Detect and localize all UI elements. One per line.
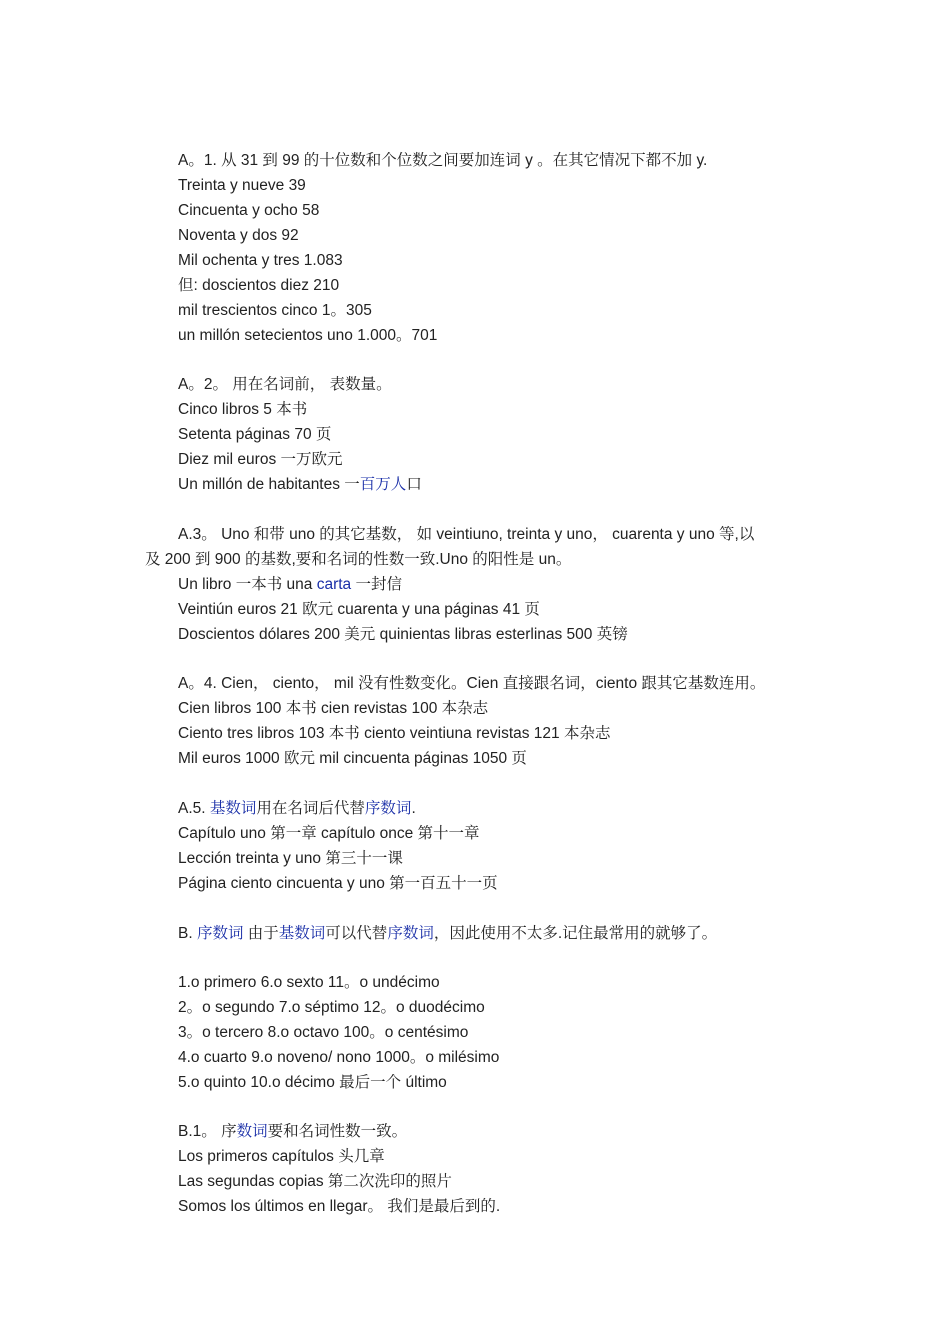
text-segment: Los primeros capítulos 头几章 <box>178 1148 385 1165</box>
text-segment: A.3。 Uno 和带 uno 的其它基数， 如 veintiuno, treinta y uno， cuarenta y uno 等,以 <box>178 526 755 543</box>
text-segment: 口 <box>406 476 422 493</box>
text-segment: 3。o tercero 8.o octavo 100。o centésimo <box>178 1024 469 1041</box>
glossary-link[interactable]: 基数词 <box>209 800 257 817</box>
text-line <box>178 995 485 1020</box>
text-line <box>178 447 343 472</box>
text-line <box>145 547 571 572</box>
text-line <box>178 846 403 871</box>
text-segment: Noventa y dos 92 <box>178 227 299 244</box>
text-line <box>178 970 440 995</box>
text-line <box>178 397 307 422</box>
text-segment: Mil euros 1000 欧元 mil cincuenta páginas 1050 页 <box>178 750 527 767</box>
text-segment: 要和名词性数一致。 <box>267 1123 408 1140</box>
text-line <box>178 671 765 696</box>
text-line <box>178 622 628 647</box>
text-line <box>178 721 610 746</box>
text-segment: Cincuenta y ocho 58 <box>178 202 320 219</box>
text-line <box>178 696 488 721</box>
text-segment: Treinta y nueve 39 <box>178 177 306 194</box>
text-line <box>178 372 392 397</box>
text-line <box>178 1119 407 1144</box>
text-segment: Ciento tres libros 103 本书 ciento veintiuna revistas 121 本杂志 <box>178 725 611 742</box>
text-segment: un millón setecientos uno 1.000。701 <box>178 327 438 344</box>
text-segment: 及 200 到 900 的基数,要和名词的性数一致.Uno 的阳性是 un。 <box>145 551 572 568</box>
text-line <box>178 746 527 771</box>
text-line <box>178 1070 447 1095</box>
text-segment: Cien libros 100 本书 cien revistas 100 本杂志 <box>178 700 489 717</box>
text-segment: ，因此使用不太多.记住最常用的就够了。 <box>433 925 718 942</box>
text-line <box>178 422 331 447</box>
text-segment: Las segundas copias 第二次洗印的照片 <box>178 1173 452 1190</box>
text-line <box>178 1169 452 1194</box>
text-line <box>178 522 754 547</box>
text-segment: 4.o cuarto 9.o noveno/ nono 1000。o milésimo <box>178 1049 500 1066</box>
text-segment: Página ciento cincuenta y uno 第一百五十一页 <box>178 875 498 892</box>
text-segment: A。4. Cien， ciento， mil 没有性数变化。Cien 直接跟名词，ciento 跟其它基数连用。 <box>178 675 766 692</box>
text-line <box>178 1194 500 1219</box>
text-segment: Mil ochenta y tres 1.083 <box>178 252 343 269</box>
text-segment: 一封信 <box>351 576 402 593</box>
text-segment: B. <box>178 925 197 942</box>
text-line <box>178 248 343 273</box>
text-line <box>178 796 416 821</box>
text-segment: Doscientos dólares 200 美元 quinientas libras esterlinas 500 英镑 <box>178 626 628 643</box>
text-line <box>178 871 498 896</box>
text-segment: Somos los últimos en llegar。 我们是最后到的. <box>178 1198 501 1215</box>
text-segment: 可以代替 <box>325 925 388 942</box>
text-segment: Lección treinta y uno 第三十一课 <box>178 850 403 867</box>
text-line <box>178 148 707 173</box>
text-segment: 由于 <box>243 925 279 942</box>
glossary-link[interactable]: 序数词 <box>364 800 412 817</box>
text-segment: 2。o segundo 7.o séptimo 12。o duodécimo <box>178 999 485 1016</box>
text-segment: A。1. 从 31 到 99 的十位数和个位数之间要加连词 y 。在其它情况下都不加 y. <box>178 152 708 169</box>
text-line <box>178 921 717 946</box>
glossary-link[interactable]: 数词 <box>236 1123 268 1140</box>
text-line <box>178 323 437 348</box>
text-segment: 但: doscientos diez 210 <box>178 277 340 294</box>
text-segment: 5.o quinto 10.o décimo 最后一个 último <box>178 1074 447 1091</box>
text-segment: A。2。 用在名词前， 表数量。 <box>178 376 392 393</box>
text-line <box>178 298 372 323</box>
text-segment: Un libro 一本书 una <box>178 576 317 593</box>
text-line <box>178 198 319 223</box>
text-segment: B.1。 序 <box>178 1123 237 1140</box>
text-segment: A.5. <box>178 800 210 817</box>
text-line <box>178 572 402 597</box>
text-line <box>178 1144 385 1169</box>
text-line <box>178 472 422 497</box>
text-line <box>178 223 299 248</box>
glossary-link[interactable]: 序数词 <box>387 925 434 942</box>
text-segment: . <box>411 800 416 817</box>
text-segment: Cinco libros 5 本书 <box>178 401 308 418</box>
text-line <box>178 821 480 846</box>
text-segment: 1.o primero 6.o sexto 11。o undécimo <box>178 974 440 991</box>
text-segment: Diez mil euros 一万欧元 <box>178 451 343 468</box>
glossary-link[interactable]: 基数词 <box>278 925 326 942</box>
glossary-link[interactable]: 序数词 <box>196 925 244 942</box>
text-segment: mil trescientos cinco 1。305 <box>178 302 372 319</box>
text-segment: Veintiún euros 21 欧元 cuarenta y una páginas 41 页 <box>178 601 540 618</box>
text-segment: Capítulo uno 第一章 capítulo once 第十一章 <box>178 825 480 842</box>
text-line <box>178 1020 468 1045</box>
glossary-link[interactable]: 百万人 <box>359 476 407 493</box>
text-line <box>178 1045 499 1070</box>
text-line <box>178 273 339 298</box>
text-segment: Un millón de habitantes 一 <box>178 476 360 493</box>
text-line <box>178 597 540 622</box>
text-segment: 用在名词后代替 <box>256 800 365 817</box>
text-line <box>178 173 306 198</box>
text-segment: Setenta páginas 70 页 <box>178 426 332 443</box>
glossary-link[interactable]: carta <box>316 576 352 593</box>
